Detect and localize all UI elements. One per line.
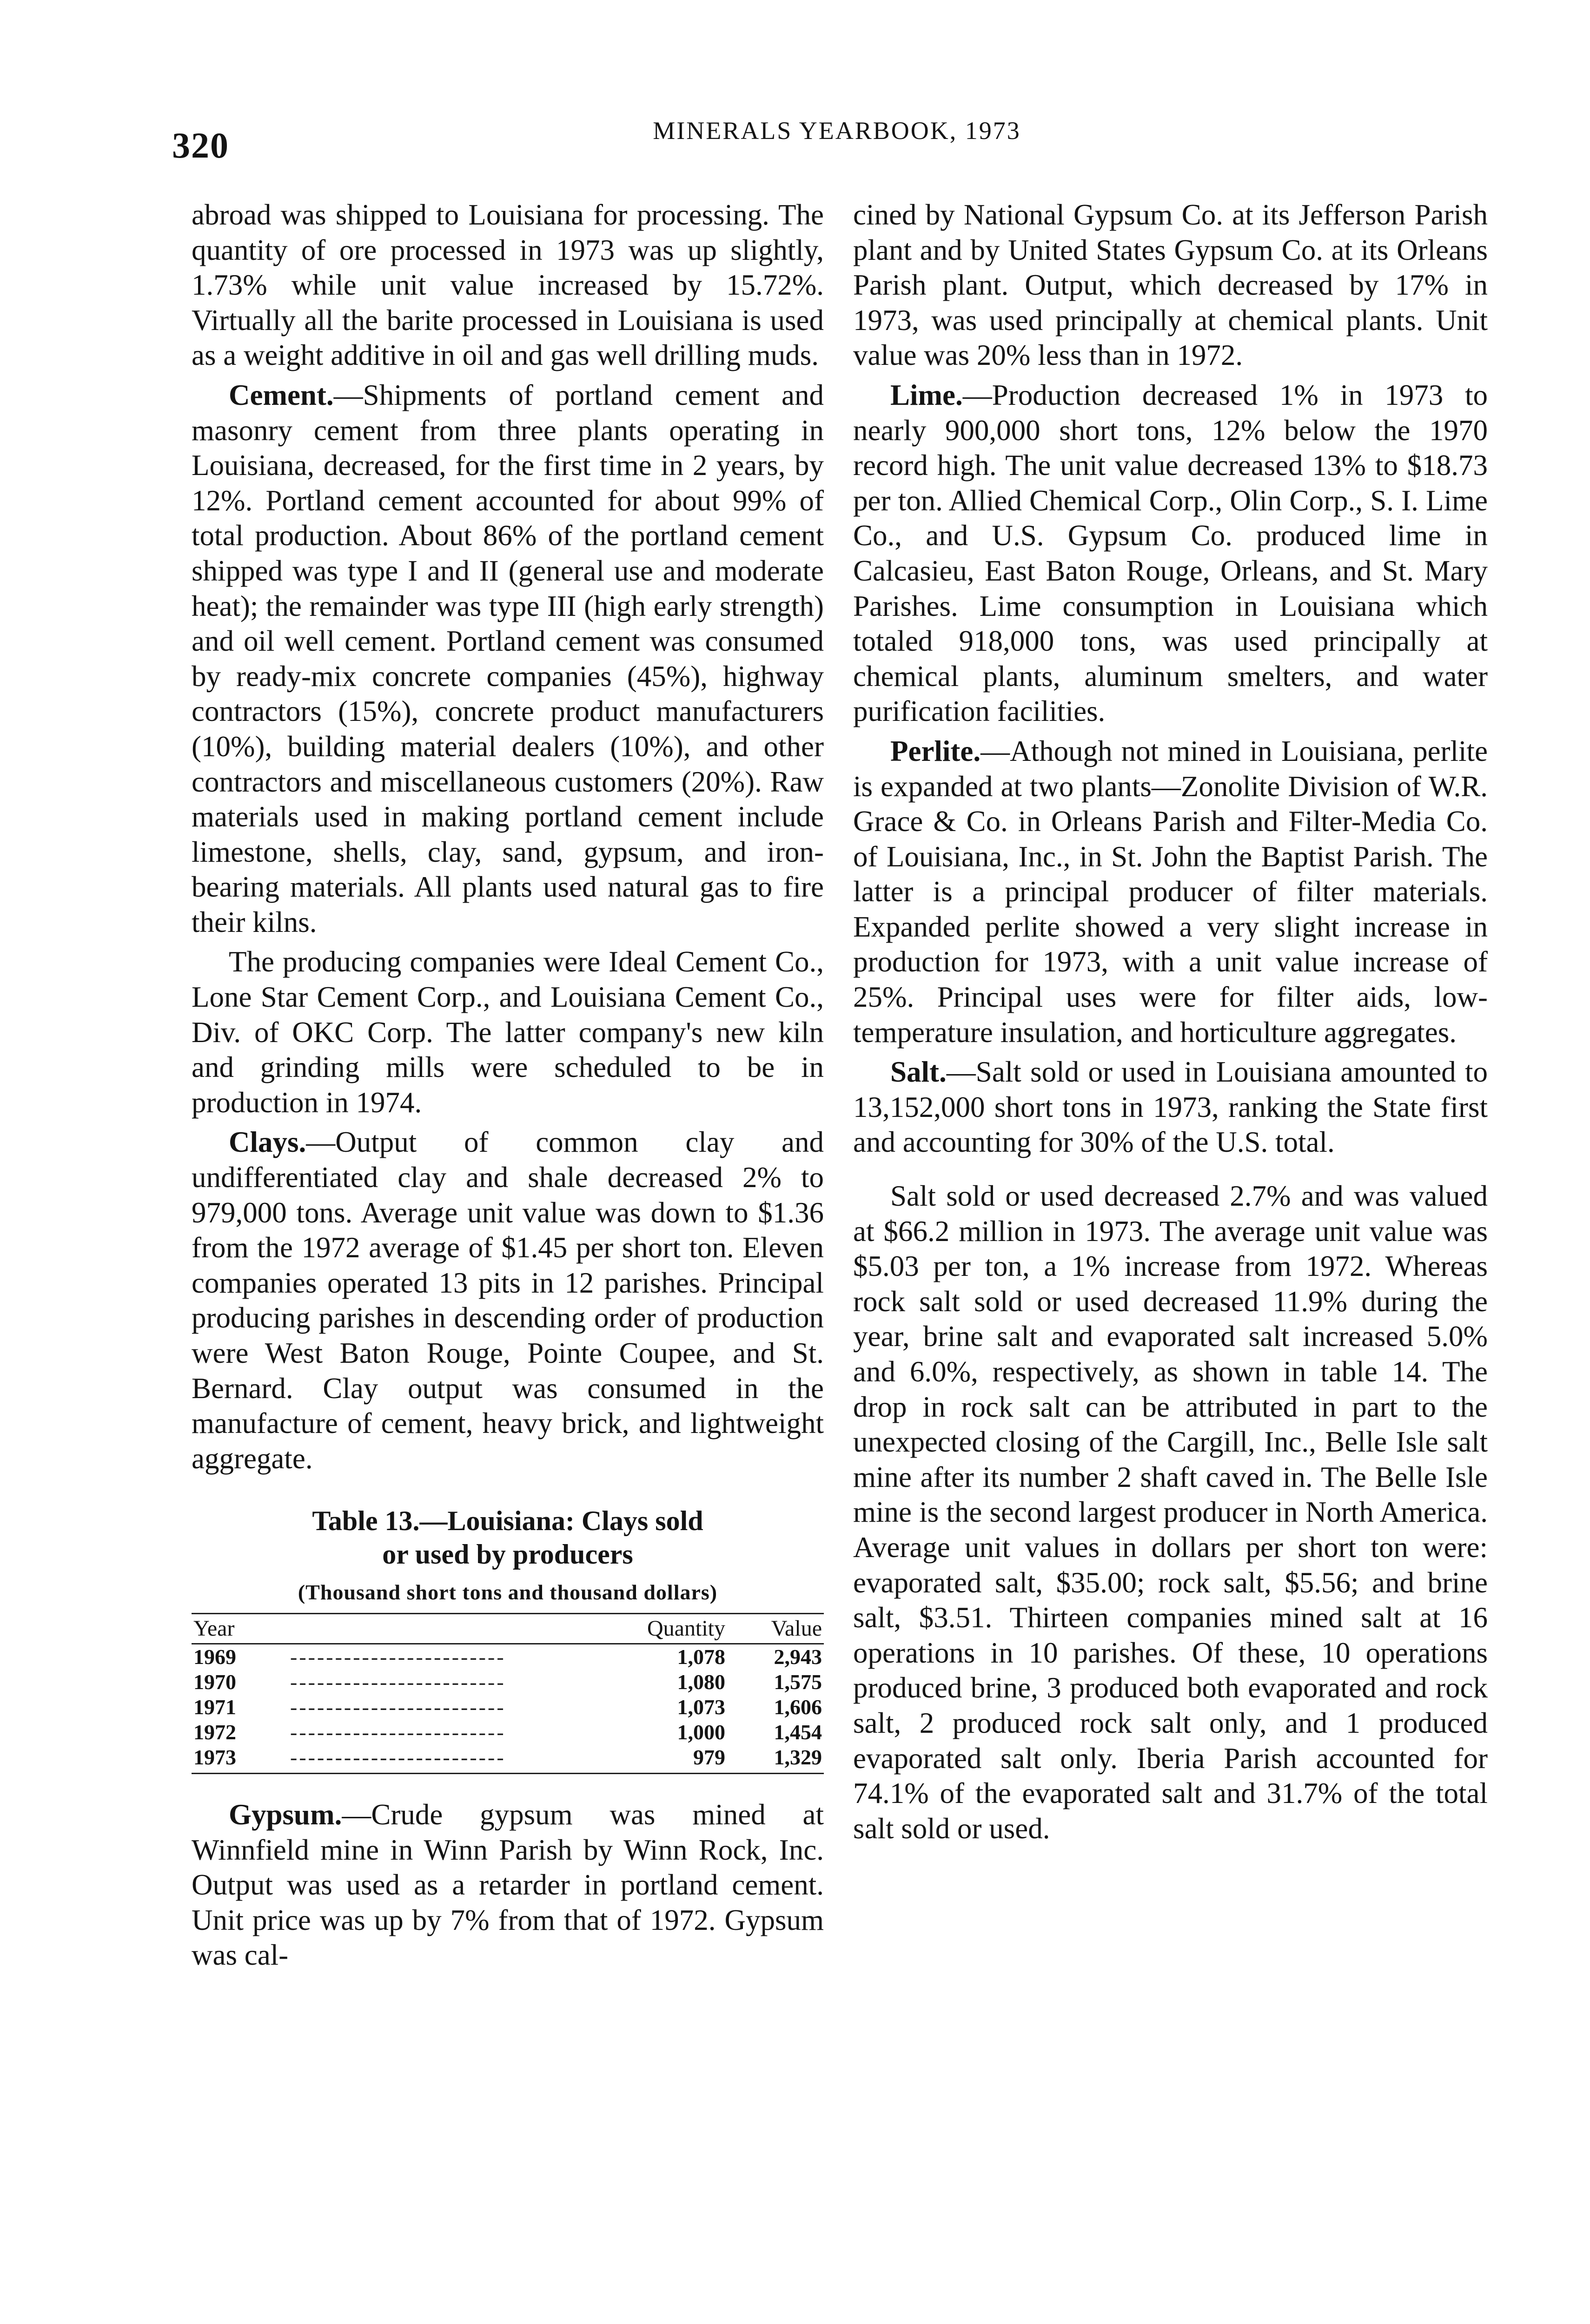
- salt-paragraph: [853, 1055, 1488, 1160]
- quantity-cell: 1,073: [677, 1695, 725, 1719]
- cement-text: —Shipments of portland cement and masonry cement from three plants operating in Louisiana, decreased, for the first time in 2 years, by 12%. Portland cement accounted for about 99% of total production. About 86% of the portland cement shipped was type I and II (general use and moderate heat); the remainder was type III (high early strength) and oil well cement. Portland cement was consumed by ready-mix concrete companies (45%), highway contractors (15%), concrete product manufacturers (10%), building material dealers (10%), and other contractors and miscellaneous customers (20%). Raw materials used in making portland cement include limestone, shells, clay, sand, gypsum, and iron-bearing materials. All plants used natural gas to fire their kilns.: [192, 378, 824, 938]
- table-13-title-line2: or used by producers: [382, 1539, 633, 1570]
- dot-leader: ------------------------: [290, 1695, 506, 1719]
- perlite-heading: Perlite.: [890, 734, 981, 767]
- left-column: [192, 198, 824, 1973]
- clays-heading: Clays.: [229, 1126, 306, 1159]
- table-13-title: [192, 1504, 824, 1571]
- salt-details-paragraph: Salt sold or used decreased 2.7% and was valued at $66.2 million in 1973. The average unit value was $5.03 per ton, a 1% increase from 1972. Whereas rock salt sold or used decreased 11.9% during the year, brine salt and evaporated salt increased 5.0% and 6.0%, respectively, as shown in table 14. The drop in rock salt can be attributed in part to the unexpected closing of the Cargill, Inc., Belle Isle salt mine after its number 2 shaft caved in. The Belle Isle mine is the second largest producer in North America. Average unit values in dollars per short ton were: evaporated salt, $35.00; rock salt, $5.56; and brine salt, $3.51. Thirteen companies mined salt at 16 operations in 10 parishes. Of these, 10 operations produced brine, 3 produced both evaporated and rock salt, 2 produced rock salt only, and 1 produced evaporated salt only. Iberia Parish accounted for 74.1% of the evaporated salt and 31.7% of the total salt sold or used.: [853, 1180, 1488, 1845]
- page-number: 320: [172, 125, 229, 165]
- table-row: [192, 1745, 824, 1774]
- dot-leader: ------------------------: [290, 1720, 506, 1744]
- dot-leader: ------------------------: [290, 1644, 506, 1669]
- cement-paragraph: [192, 378, 824, 940]
- perlite-text: —Athough not mined in Louisiana, perlite is expanded at two plants—Zonolite Division of W.R. Grace & Co. in Orleans Parish and Filter-Media Co. of Louisiana, Inc., in St. John the Baptist Parish. The latter is a principal producer of filter materials. Expanded perlite showed a very slight increase in production for 1973, with a unit value increase of 25%. Principal uses were for filter aids, low-temperature insulation, and horticulture aggregates.: [853, 734, 1488, 1049]
- barite-continuation-paragraph: abroad was shipped to Louisiana for processing. The quantity of ore processed in 1973 was up slightly, 1.73% while unit value increased by 15.72%. Virtually all the barite processed in Louisiana is used as a weight additive in oil and gas well drilling muds.: [192, 198, 824, 372]
- gypsum-heading: Gypsum.: [229, 1798, 342, 1831]
- clays-paragraph: [192, 1125, 824, 1476]
- clays-text: —Output of common clay and undifferentiated clay and shale decreased 2% to 979,000 tons. Average unit value was down to $1.36 from the 1972 average of $1.45 per short ton. Eleven companies operated 13 pits in 12 parishes. Principal producing parishes in descending order of production were West Baton Rouge, Pointe Coupee, and St. Bernard. Clay output was consumed in the manufacture of cement, heavy brick, and lightweight aggregate.: [192, 1126, 824, 1475]
- cement-heading: Cement.: [229, 378, 334, 411]
- year-cell: 1972: [193, 1720, 236, 1744]
- quantity-cell: 1,000: [677, 1720, 725, 1744]
- value-cell: 1,606: [774, 1695, 822, 1719]
- right-column: [853, 198, 1488, 1846]
- quantity-cell: 979: [616, 1745, 727, 1774]
- lime-text: —Production decreased 1% in 1973 to nearly 900,000 short tons, 12% below the 1970 record high. The unit value decreased 13% to $18.73 per ton. Allied Chemical Corp., Olin Corp., S. I. Lime Co., and U.S. Gypsum Co. produced lime in Calcasieu, East Baton Rouge, Orleans, and St. Mary Parishes. Lime consumption in Louisiana which totaled 918,000 tons, was used principally at chemical plants, aluminum smelters, and water purification facilities.: [853, 378, 1488, 728]
- value-cell: 1,575: [774, 1670, 822, 1694]
- year-cell: 1970: [193, 1670, 236, 1694]
- salt-heading: Salt.: [890, 1056, 947, 1089]
- gypsum-paragraph: [192, 1797, 824, 1973]
- table-row: [192, 1695, 824, 1720]
- clays-table: [192, 1613, 824, 1774]
- gypsum-text: —Crude gypsum was mined at Winnfield mine in Winn Parish by Winn Rock, Inc. Output was used as a retarder in portland cement. Unit price was up by 7% from that of 1972. Gypsum was cal-: [192, 1798, 824, 1972]
- table-row: [192, 1720, 824, 1745]
- year-cell: 1971: [193, 1695, 236, 1719]
- year-column-header: Year: [192, 1613, 616, 1644]
- table-row: [192, 1644, 824, 1670]
- table-13: [192, 1504, 824, 1774]
- lime-paragraph: [853, 378, 1488, 729]
- table-header-row: [192, 1613, 824, 1644]
- value-column-header: Value: [727, 1613, 824, 1644]
- quantity-cell: 1,078: [677, 1644, 725, 1669]
- producers-paragraph: The producing companies were Ideal Cement Co., Lone Star Cement Corp., and Louisiana Cement Co., Div. of OKC Corp. The latter company's new kiln and grinding mills were scheduled to be in production in 1974.: [192, 945, 824, 1119]
- year-cell: 1973: [192, 1745, 288, 1774]
- table-13-title-line1: Table 13.—Louisiana: Clays sold: [312, 1505, 703, 1537]
- table-row: [192, 1670, 824, 1695]
- quantity-column-header: Quantity: [616, 1613, 727, 1644]
- year-cell: 1969: [193, 1644, 236, 1669]
- salt-text: —Salt sold or used in Louisiana amounted to 13,152,000 short tons in 1973, ranking the State first and accounting for 30% of the U.S. total.: [853, 1056, 1488, 1159]
- value-cell: 1,454: [774, 1720, 822, 1744]
- value-cell: 1,329: [727, 1745, 824, 1774]
- table-13-subtitle: (Thousand short tons and thousand dollars): [298, 1580, 718, 1604]
- gypsum-continuation-paragraph: cined by National Gypsum Co. at its Jefferson Parish plant and by United States Gypsum Co. at its Orleans Parish plant. Output, which decreased by 17% in 1973, was used principally at chemical plants. Unit value was 20% less than in 1972.: [853, 198, 1488, 372]
- running-head: MINERALS YEARBOOK, 1973: [653, 117, 1021, 145]
- quantity-cell: 1,080: [677, 1670, 725, 1694]
- lime-heading: Lime.: [890, 378, 963, 411]
- dot-leader: ------------------------: [290, 1670, 506, 1694]
- dot-leader: ------------------------: [288, 1745, 616, 1774]
- perlite-paragraph: [853, 734, 1488, 1050]
- value-cell: 2,943: [774, 1644, 822, 1669]
